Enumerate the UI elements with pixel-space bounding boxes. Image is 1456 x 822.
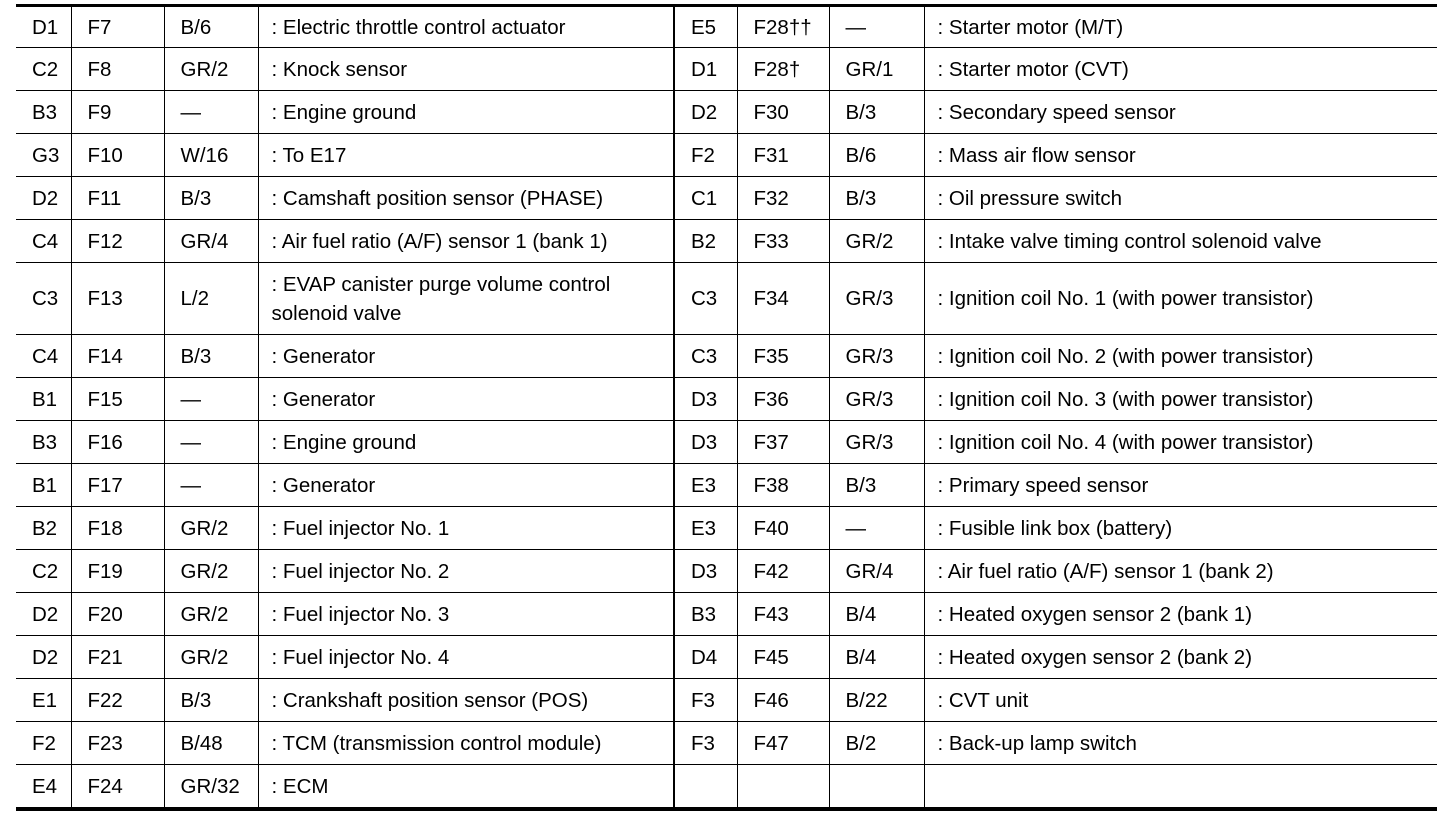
left-component-desc-cell: : Camshaft position sensor (PHASE) [258,177,674,220]
right-color-pins-cell: GR/3 [829,335,924,378]
right-grid-ref-cell: D1 [674,48,737,91]
left-color-pins-cell: B/3 [164,679,258,722]
table-row [16,636,1437,679]
table-row [16,421,1437,464]
right-connector-no-cell: F46 [737,679,829,722]
left-component-desc-cell: : Fuel injector No. 4 [258,636,674,679]
table-row [16,464,1437,507]
right-color-pins-cell [829,765,924,808]
left-grid-ref-cell: C3 [16,263,71,335]
left-connector-no-cell: F13 [71,263,164,335]
right-color-pins-cell: B/22 [829,679,924,722]
left-component-desc-cell: : Electric throttle control actuator [258,7,674,48]
right-grid-ref-cell: C3 [674,335,737,378]
right-connector-no-cell: F38 [737,464,829,507]
right-connector-no-cell: F34 [737,263,829,335]
left-connector-no-cell: F7 [71,7,164,48]
left-component-desc-cell: : Engine ground [258,91,674,134]
left-grid-ref-cell: C4 [16,335,71,378]
left-color-pins-cell: GR/4 [164,220,258,263]
right-grid-ref-cell: E3 [674,464,737,507]
right-component-desc-cell: : Mass air flow sensor [924,134,1437,177]
right-grid-ref-cell: E5 [674,7,737,48]
table-row [16,48,1437,91]
right-connector-no-cell: F31 [737,134,829,177]
right-grid-ref-cell: C1 [674,177,737,220]
right-connector-no-cell: F47 [737,722,829,765]
right-color-pins-cell: GR/3 [829,263,924,335]
right-grid-ref-cell: F3 [674,679,737,722]
right-connector-no-cell: F36 [737,378,829,421]
left-color-pins-cell: — [164,378,258,421]
left-color-pins-cell: — [164,421,258,464]
right-grid-ref-cell: D3 [674,378,737,421]
left-color-pins-cell: B/48 [164,722,258,765]
left-connector-no-cell: F12 [71,220,164,263]
right-component-desc-cell: : Primary speed sensor [924,464,1437,507]
left-grid-ref-cell: D2 [16,593,71,636]
right-grid-ref-cell: D3 [674,421,737,464]
right-color-pins-cell: B/3 [829,464,924,507]
right-component-desc-cell: : Oil pressure switch [924,177,1437,220]
left-component-desc-cell: : TCM (transmission control module) [258,722,674,765]
right-component-desc-cell: : Ignition coil No. 4 (with power transistor) [924,421,1437,464]
right-component-desc-cell: : Back-up lamp switch [924,722,1437,765]
left-color-pins-cell: GR/2 [164,507,258,550]
left-connector-no-cell: F21 [71,636,164,679]
right-component-desc-cell: : Secondary speed sensor [924,91,1437,134]
left-connector-no-cell: F22 [71,679,164,722]
right-connector-no-cell: F37 [737,421,829,464]
right-component-desc-cell: : Heated oxygen sensor 2 (bank 2) [924,636,1437,679]
right-color-pins-cell: GR/1 [829,48,924,91]
table-row [16,722,1437,765]
left-connector-no-cell: F20 [71,593,164,636]
left-grid-ref-cell: B2 [16,507,71,550]
connector-table [16,7,1437,807]
right-connector-no-cell: F40 [737,507,829,550]
right-connector-no-cell: F43 [737,593,829,636]
left-connector-no-cell: F14 [71,335,164,378]
right-grid-ref-cell: D4 [674,636,737,679]
left-grid-ref-cell: D2 [16,177,71,220]
left-grid-ref-cell: C2 [16,48,71,91]
right-color-pins-cell: GR/3 [829,378,924,421]
right-connector-no-cell: F28† [737,48,829,91]
left-grid-ref-cell: B3 [16,91,71,134]
table-row [16,220,1437,263]
right-color-pins-cell: GR/2 [829,220,924,263]
left-component-desc-cell: : Generator [258,335,674,378]
left-color-pins-cell: L/2 [164,263,258,335]
left-color-pins-cell: — [164,464,258,507]
left-connector-no-cell: F24 [71,765,164,808]
left-component-desc-cell: : To E17 [258,134,674,177]
left-grid-ref-cell: E1 [16,679,71,722]
right-connector-no-cell: F35 [737,335,829,378]
left-grid-ref-cell: E4 [16,765,71,808]
table-row [16,550,1437,593]
left-grid-ref-cell: D2 [16,636,71,679]
right-component-desc-cell: : Ignition coil No. 3 (with power transistor) [924,378,1437,421]
right-color-pins-cell: GR/4 [829,550,924,593]
right-grid-ref-cell: F2 [674,134,737,177]
right-component-desc-cell: : Ignition coil No. 1 (with power transistor) [924,263,1437,335]
left-connector-no-cell: F15 [71,378,164,421]
left-color-pins-cell: GR/32 [164,765,258,808]
right-color-pins-cell: B/4 [829,593,924,636]
left-color-pins-cell: GR/2 [164,550,258,593]
right-component-desc-cell: : Heated oxygen sensor 2 (bank 1) [924,593,1437,636]
left-connector-no-cell: F10 [71,134,164,177]
left-component-desc-cell: : Knock sensor [258,48,674,91]
right-grid-ref-cell: E3 [674,507,737,550]
table-row [16,507,1437,550]
right-color-pins-cell: B/3 [829,91,924,134]
left-color-pins-cell: W/16 [164,134,258,177]
table-row [16,91,1437,134]
left-color-pins-cell: GR/2 [164,593,258,636]
right-grid-ref-cell [674,765,737,808]
left-component-desc-cell: : Air fuel ratio (A/F) sensor 1 (bank 1) [258,220,674,263]
left-component-desc-cell: : Crankshaft position sensor (POS) [258,679,674,722]
left-grid-ref-cell: C2 [16,550,71,593]
table-row [16,335,1437,378]
right-connector-no-cell [737,765,829,808]
right-color-pins-cell: B/6 [829,134,924,177]
connector-table-body [16,7,1437,807]
right-connector-no-cell: F30 [737,91,829,134]
left-grid-ref-cell: C4 [16,220,71,263]
table-row [16,765,1437,808]
left-connector-no-cell: F17 [71,464,164,507]
left-connector-no-cell: F18 [71,507,164,550]
left-component-desc-cell: : Fuel injector No. 2 [258,550,674,593]
left-connector-no-cell: F23 [71,722,164,765]
right-connector-no-cell: F45 [737,636,829,679]
right-component-desc-cell: : Intake valve timing control solenoid valve [924,220,1437,263]
right-component-desc-cell: : Fusible link box (battery) [924,507,1437,550]
table-row [16,263,1437,335]
right-grid-ref-cell: D2 [674,91,737,134]
left-connector-no-cell: F16 [71,421,164,464]
left-component-desc-cell: : Fuel injector No. 1 [258,507,674,550]
left-connector-no-cell: F19 [71,550,164,593]
right-connector-no-cell: F42 [737,550,829,593]
left-component-desc-cell: : Engine ground [258,421,674,464]
right-component-desc-cell: : Starter motor (CVT) [924,48,1437,91]
table-row [16,593,1437,636]
right-grid-ref-cell: D3 [674,550,737,593]
left-color-pins-cell: B/3 [164,335,258,378]
left-component-desc-cell: : Generator [258,464,674,507]
wrapped-desc-text: : EVAP canister purge volume control solenoid valve [271,272,611,325]
left-connector-no-cell: F8 [71,48,164,91]
table-row [16,7,1437,48]
left-component-desc-cell: : Fuel injector No. 3 [258,593,674,636]
left-color-pins-cell: B/3 [164,177,258,220]
left-connector-no-cell: F9 [71,91,164,134]
right-color-pins-cell: — [829,7,924,48]
table-row [16,134,1437,177]
right-color-pins-cell: B/3 [829,177,924,220]
right-component-desc-cell: : CVT unit [924,679,1437,722]
left-component-desc-cell: : Generator [258,378,674,421]
right-connector-no-cell: F32 [737,177,829,220]
left-color-pins-cell: GR/2 [164,48,258,91]
right-grid-ref-cell: B2 [674,220,737,263]
table-row [16,378,1437,421]
right-component-desc-cell [924,765,1437,808]
right-color-pins-cell: GR/3 [829,421,924,464]
left-grid-ref-cell: B1 [16,464,71,507]
left-color-pins-cell: — [164,91,258,134]
left-grid-ref-cell: D1 [32,15,59,39]
right-connector-no-cell: F28†† [737,7,829,48]
right-grid-ref-cell: C3 [674,263,737,335]
left-color-pins-cell: GR/2 [164,636,258,679]
right-component-desc-cell: : Air fuel ratio (A/F) sensor 1 (bank 2) [924,550,1437,593]
right-grid-ref-cell: B3 [674,593,737,636]
right-connector-no-cell: F33 [737,220,829,263]
left-component-desc-cell: : ECM [258,765,674,808]
table-row [16,177,1437,220]
right-component-desc-cell: : Ignition coil No. 2 (with power transistor) [924,335,1437,378]
right-color-pins-cell: B/4 [829,636,924,679]
left-grid-ref-cell: G3 [16,134,71,177]
right-component-desc-cell: : Starter motor (M/T) [924,7,1437,48]
right-color-pins-cell: — [829,507,924,550]
left-grid-ref-cell: B1 [16,378,71,421]
left-grid-ref-cell: B3 [16,421,71,464]
left-grid-ref-cell: F2 [16,722,71,765]
left-color-pins-cell: B/6 [164,7,258,48]
left-connector-no-cell: F11 [71,177,164,220]
right-color-pins-cell: B/2 [829,722,924,765]
connector-table-sheet [16,4,1437,811]
left-component-desc-cell [258,263,674,335]
right-grid-ref-cell: F3 [674,722,737,765]
table-row [16,679,1437,722]
